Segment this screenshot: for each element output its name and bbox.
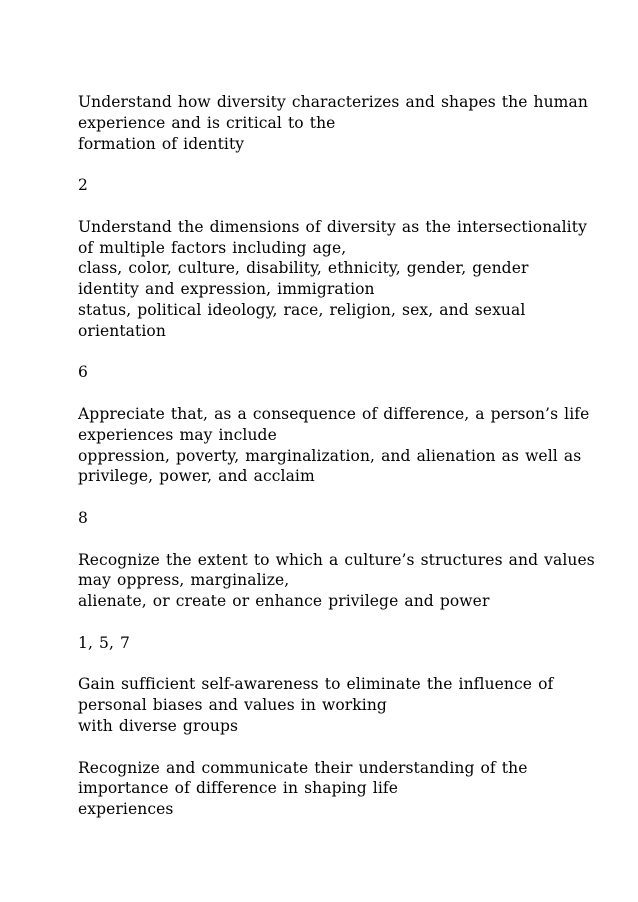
document-content [78, 92, 618, 841]
text-line: experiences [78, 800, 174, 819]
outcome-block [78, 758, 618, 820]
text-line: with diverse groups [78, 716, 239, 735]
text-line: class, color, culture, disability, ethnicity, gender, gender [78, 259, 529, 278]
text-line: orientation [78, 321, 166, 340]
text-line: may oppress, marginalize, [78, 571, 290, 590]
text-line: importance of difference in shaping life [78, 779, 398, 798]
outcome-block [78, 92, 618, 154]
reference-number: 1, 5, 7 [78, 633, 130, 652]
text-line: experiences may include [78, 425, 277, 444]
outcome-block [78, 550, 618, 612]
text-line: Recognize and communicate their understanding of the [78, 758, 528, 777]
text-line: status, political ideology, race, religion, sex, and sexual [78, 300, 526, 319]
text-line: Understand the dimensions of diversity as the intersectionality [78, 217, 587, 236]
text-line: Gain sufficient self-awareness to eliminate the influence of [78, 675, 554, 694]
text-line: Appreciate that, as a consequence of difference, a person’s life [78, 404, 590, 423]
outcome-block [78, 404, 618, 487]
text-line: Recognize the extent to which a culture’s structures and values [78, 550, 595, 569]
text-line: Understand how diversity characterizes and shapes the human [78, 93, 588, 111]
text-line: privilege, power, and acclaim [78, 467, 315, 486]
outcome-block [78, 217, 618, 342]
text-line: identity and expression, immigration [78, 280, 375, 299]
reference-number: 8 [78, 508, 88, 527]
text-line: experience and is critical to the [78, 113, 336, 132]
text-line: oppression, poverty, marginalization, and alienation as well as [78, 446, 582, 465]
outcome-block [78, 674, 618, 736]
text-line: of multiple factors including age, [78, 238, 347, 257]
text-line: alienate, or create or enhance privilege and power [78, 592, 490, 611]
reference-number: 6 [78, 363, 88, 382]
reference-number: 2 [78, 176, 88, 195]
text-line: formation of identity [78, 134, 245, 153]
text-line: personal biases and values in working [78, 696, 387, 715]
